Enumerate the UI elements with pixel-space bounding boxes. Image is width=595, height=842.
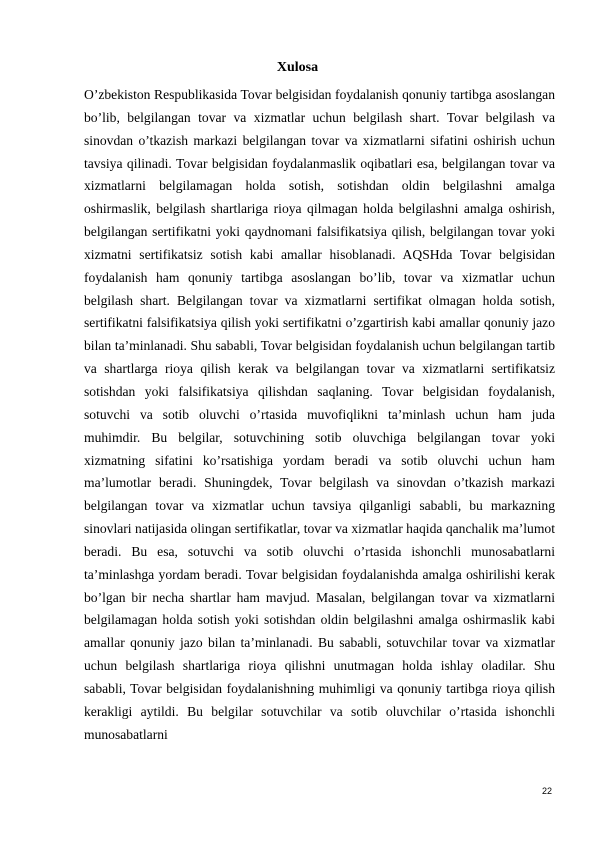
page-number: 22 xyxy=(541,786,552,796)
page-title: Xulosa xyxy=(276,60,319,75)
body-paragraph: O’zbekiston Respublikasida Tovar belgisidan foydalanish qonuniy tartibga asoslangan bo’lib, belgilangan tovar va xizmatlar uchun belgilash shart. Tovar belgilash va sinovdan o’tkazish markazi belgilangan tovar va xizmatlarni sifatini oshirish uchun tavsiya qilinadi. Tovar belgisidan foydalanmaslik oqibatlari esa, belgilangan tovar va xizmatlarni belgilamagan holda sotish, sotishdan oldin belgilashni amalga oshirmaslik, belgilash shartlariga rioya qilmagan holda belgilashni amalga oshirish, belgilangan sertifikatni yoki qaydnomani falsifikatsiya qilish, belgilangan tovar yoki xizmatni sertifikatsiz sotish kabi amallar hisoblanadi. AQSHda Tovar belgisidan foydalanish ham qonuniy tartibga asoslangan bo’lib, tovar va xizmatlar uchun belgilash shart. Belgilangan tovar va xizmatlarni sertifikat olmagan holda sotish, sertifikatni falsifikatsiya qilish yoki sertifikatni o’zgartirish kabi amallar qonuniy jazo bilan ta’minlanadi. Shu sababli, Tovar belgisidan foydalanish uchun belgilangan tartib va shartlarga rioya qilish kerak va belgilangan tovar va xizmatlarni sertifikatsiz sotishdan yoki falsifikatsiya qilishdan saqlaning. Tovar belgisidan foydalanish, sotuvchi va sotib oluvchi o’rtasida muvofiqlikni ta’minlash uchun ham juda muhimdir. Bu belgilar, sotuvchining sotib oluvchiga belgilangan tovar yoki xizmatning sifatini ko’rsatishiga yordam beradi va sotib oluvchi uchun ham ma’lumotlar beradi. Shuningdek, Tovar belgilash va sinovdan o’tkazish markazi belgilangan tovar va xizmatlar uchun tavsiya qilganligi sababli, bu markazning sinovlari natijasida olingan sertifikatlar, tovar va xizmatlar haqida qanchalik ma’lumot beradi. Bu esa, sotuvchi va sotib oluvchi o’rtasida ishonchli munosabatlarni ta’minlashga yordam beradi. Tovar belgisidan foydalanishda amalga oshirilishi kerak bo’lgan bir necha shartlar ham mavjud. Masalan, belgilangan tovar va xizmatlarni belgilamagan holda sotish yoki sotishdan oldin belgilashni amalga oshirmaslik kabi amallar qonuniy jazo bilan ta’minlanadi. Bu sababli, sotuvchilar tovar va xizmatlar uchun belgilash shartlariga rioya qilishni unutmagan holda ishlay oladilar. Shu sababli, Tovar belgisidan foydalanishning muhimligi va qonuniy tartibga rioya qilish kerakligi aytildi. Bu belgilar sotuvchilar va sotib oluvchilar o’rtasida ishonchli munosabatlarni xyxy=(84,87,555,742)
